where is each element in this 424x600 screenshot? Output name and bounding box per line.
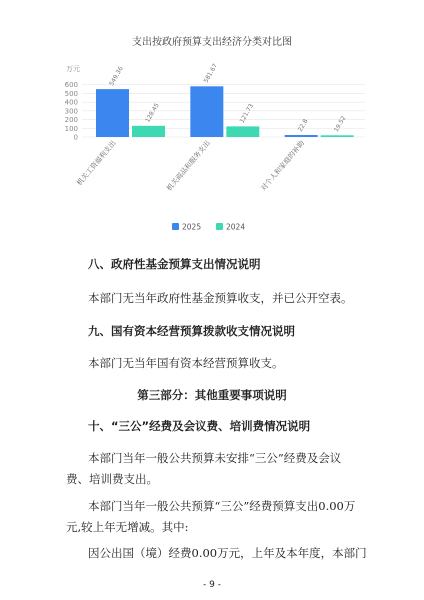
page-number: - 9 - (203, 580, 221, 590)
legend-swatch-2025 (172, 223, 179, 230)
y-tick-label: 200 (64, 116, 78, 125)
bar-2025-2 (285, 135, 318, 137)
section-10-paragraph-3-line-1: 因公出国（境）经费0.00万元，上年及本年度，本部门 (88, 546, 367, 560)
y-tick-label: 100 (64, 124, 78, 133)
bar-2024-0 (132, 126, 165, 137)
section-8-text: 本部门无当年政府性基金预算收支，并已公开空表。 (88, 291, 353, 305)
bar-data-label: 22.8 (296, 117, 310, 134)
bar-data-label: 549.36 (108, 65, 125, 88)
section-10-paragraph-1-line-1: 本部门当年一般公共预算未安排“三公”经费及会议 (88, 451, 342, 465)
legend-label-2024: 2024 (226, 222, 246, 232)
x-category-label: 对个人和家庭的补助 (259, 139, 307, 193)
chart-title: 支出按政府预算支出经济分类对比图 (132, 37, 292, 48)
bar-data-label: 128.45 (144, 102, 161, 124)
y-tick-label: 300 (64, 107, 78, 116)
section-8-heading: 八、政府性基金预算支出情况说明 (88, 257, 261, 271)
section-9-text: 本部门无当年国有资本经营预算收支。 (88, 356, 284, 370)
legend-swatch-2024 (216, 223, 223, 230)
bar-2024-2 (321, 135, 354, 137)
y-tick-label: 400 (64, 98, 78, 107)
bar-2024-1 (226, 126, 259, 137)
y-tick-label: 0 (73, 133, 78, 142)
part-3-heading: 第三部分：其他重要事项说明 (137, 388, 287, 402)
y-tick-label: 600 (64, 81, 78, 90)
y-tick-label: 500 (64, 89, 78, 98)
bar-data-label: 581.67 (202, 62, 220, 85)
bar-data-label: 121.73 (238, 102, 256, 125)
x-category-label: 机关工资福利支出 (75, 139, 118, 188)
bar-data-label: 19.52 (332, 114, 348, 134)
section-10-paragraph-2-line-2: 元,较上年无增减。其中: (66, 520, 189, 534)
x-category-label: 机关商品和服务支出 (165, 139, 212, 193)
expenditure-bar-chart (0, 0, 424, 250)
section-10-paragraph-1-line-2: 费、培训费支出。 (66, 472, 158, 486)
section-9-heading: 九、国有资本经营预算拨款收支情况说明 (88, 324, 295, 338)
bar-2025-1 (190, 86, 223, 137)
bar-2025-0 (96, 89, 129, 137)
y-axis-unit: 万元 (66, 65, 80, 73)
legend-label-2025: 2025 (182, 222, 202, 232)
section-10-heading: 十、“三公”经费及会议费、培训费情况说明 (88, 419, 311, 433)
section-10-paragraph-2-line-1: 本部门当年一般公共预算“三公”经费预算支出0.00万 (88, 499, 356, 513)
